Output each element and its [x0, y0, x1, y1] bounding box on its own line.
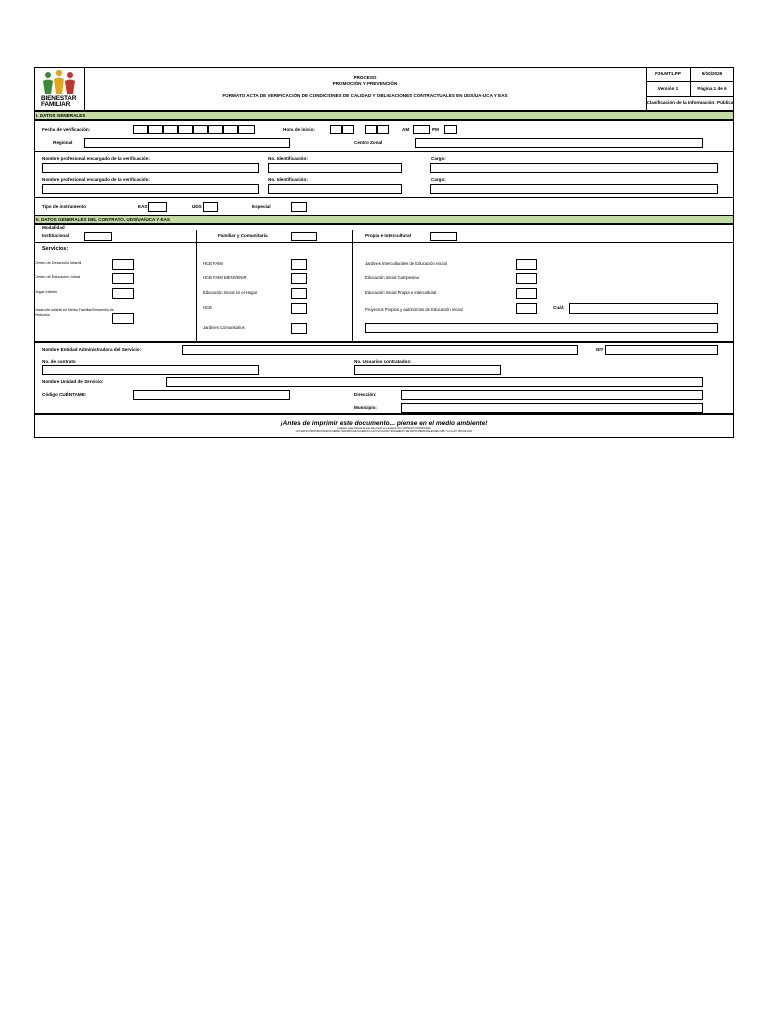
cual-label: Cuál: — [553, 305, 565, 310]
service-jardines-comunitarios-label: Jardines Comunitarios — [203, 325, 245, 330]
entidad-label: Nombre Entidad Administradora del Servicio: — [42, 347, 142, 352]
servicios-label: Servicios: — [42, 246, 69, 252]
form-title: FORMATO ACTA DE VERIFICACIÓN DE CONDICIONES DE CALIDAD Y OBLIGACIONES CONTRACTUALES EN UDS/UA-UCA Y EAS — [222, 93, 508, 98]
fecha-digit-input[interactable] — [148, 125, 163, 134]
header-frame — [34, 67, 734, 111]
service-proyectos-propios-label: Proyectos Propios y autónomos de Educación Inicial — [365, 307, 463, 312]
centro-zonal-input[interactable] — [415, 138, 703, 148]
cargo-label-2: Cargo: — [431, 177, 446, 182]
uds-label: UDS — [192, 204, 202, 209]
id-label-1: No. Identificación: — [268, 156, 308, 161]
service-jardines-interculturales-label: Jardines Interculturales de Educación Inicial — [365, 261, 447, 266]
service-proyectos-propios-input[interactable] — [516, 303, 537, 314]
section-divider — [34, 151, 734, 152]
institucional-checkbox[interactable] — [84, 232, 112, 241]
service-eih-label: Educación Inicial en el Hogar — [203, 290, 258, 295]
cargo-label-1: Cargo: — [431, 156, 446, 161]
section-divider — [34, 197, 734, 198]
id-input-2[interactable] — [268, 184, 402, 194]
service-hi-input[interactable] — [112, 288, 134, 299]
cargo-input-2[interactable] — [430, 184, 718, 194]
profesional-input-2[interactable] — [42, 184, 259, 194]
profesional-label-2: Nombre profesional encargado de la verificación: — [42, 177, 150, 182]
cual-input[interactable] — [569, 303, 718, 314]
especial-label: Especial — [252, 204, 271, 209]
service-dimf-label: Desarrollo Infantil en Medio Familiar/Desarrollo de Reclusión — [34, 308, 114, 317]
section-1-title: I. DATOS GENERALES — [36, 113, 86, 118]
cuentame-label: Código CUÉNTAME: — [42, 392, 87, 397]
contrato-input[interactable] — [42, 365, 259, 375]
hora-input[interactable] — [330, 125, 342, 134]
centro-zonal-label: Centro Zonal — [354, 140, 383, 145]
usuarios-input[interactable] — [354, 365, 501, 375]
logo-people-icon — [38, 70, 80, 96]
section-divider — [34, 242, 734, 243]
id-label-2: No. Identificación: — [268, 177, 308, 182]
fecha-digit-input[interactable] — [208, 125, 223, 134]
fine-print-1: Cualquier copia impresa de este documento se considera como COPIA NO CONTROLADA — [337, 428, 431, 430]
service-cei-input[interactable] — [112, 273, 134, 284]
service-hcb-fami-input[interactable] — [291, 259, 307, 270]
logo — [38, 70, 80, 108]
hora-input[interactable] — [342, 125, 354, 134]
form-page: Página 1 de 6 — [697, 86, 727, 91]
uds-checkbox[interactable] — [203, 202, 218, 212]
header-divider — [646, 96, 734, 97]
service-dimf-input[interactable] — [112, 313, 134, 324]
fine-print-2: LOS DATOS PROPORCIONADOS SERÁN TRATADOS DE ACUERDO A LA POLÍTICA DE TRATAMIENTO DE DATOS PERSONALES DEL ICBF Y A LA LEY 1581 DE 2012 — [295, 431, 473, 433]
cuentame-input[interactable] — [133, 390, 290, 400]
service-campesina-input[interactable] — [516, 273, 537, 284]
section-2-header — [34, 215, 734, 224]
service-propia-intercultural-input[interactable] — [516, 288, 537, 299]
fecha-digit-input[interactable] — [223, 125, 238, 134]
otro-servicio-input[interactable] — [365, 323, 718, 333]
municipio-input[interactable] — [401, 403, 703, 413]
service-hcb-input[interactable] — [291, 303, 307, 314]
service-cdi-input[interactable] — [112, 259, 134, 270]
modalidad-label: Modalidad — [42, 225, 65, 230]
service-hi-label: Hogar Infantil — [34, 290, 57, 294]
fecha-digit-input[interactable] — [133, 125, 148, 134]
service-hcb-fami-bienvenir-label: HCB FAMI BIENVENIR — [203, 275, 247, 280]
fecha-digit-input[interactable] — [238, 125, 255, 134]
id-input-1[interactable] — [268, 163, 402, 173]
service-hcb-fami-bienvenir-input[interactable] — [291, 273, 307, 284]
familiar-label: Familiar y Comunitaria — [218, 233, 268, 238]
pm-label: PM — [432, 127, 439, 132]
column-divider — [196, 230, 197, 342]
familiar-checkbox[interactable] — [291, 232, 317, 241]
regional-label: Regional — [53, 140, 73, 145]
unidad-input[interactable] — [166, 377, 703, 387]
usuarios-label: No. Usuarios contratados: — [354, 359, 412, 364]
logo-text-1: BIENESTAR — [41, 95, 77, 102]
entidad-input[interactable] — [182, 345, 578, 355]
form-version: Versión 1 — [657, 86, 679, 91]
institucional-label: Institucional — [42, 233, 70, 238]
proceso-label: PROCESO — [353, 75, 377, 80]
fecha-label: Fecha de verificación: — [42, 127, 91, 132]
nit-label: NIT — [596, 347, 604, 352]
service-cei-label: Centro de Educación Inicial — [34, 275, 81, 279]
service-cdi-label: Centro de Desarrollo Infantil — [34, 261, 82, 265]
service-jardines-interculturales-input[interactable] — [516, 259, 537, 270]
fecha-digit-input[interactable] — [178, 125, 193, 134]
header-divider — [646, 81, 734, 82]
logo-text-2: FAMILIAR — [41, 101, 71, 108]
fecha-digit-input[interactable] — [193, 125, 208, 134]
unidad-label: Nombre Unidad de Servicio: — [42, 379, 104, 384]
am-checkbox[interactable] — [413, 125, 430, 134]
form-classification: Clasificación de la Información: Pública — [646, 100, 734, 105]
proceso-name: PROMOCIÓN Y PREVENCIÓN — [332, 81, 398, 86]
service-hcb-label: HCB — [203, 305, 212, 310]
hora-label: Hora de inicio: — [283, 127, 315, 132]
propia-checkbox[interactable] — [430, 232, 457, 241]
am-label: AM — [402, 127, 410, 132]
service-eih-input[interactable] — [291, 288, 307, 299]
column-divider — [352, 230, 353, 342]
especial-checkbox[interactable] — [291, 202, 307, 212]
cargo-input-1[interactable] — [430, 163, 718, 173]
eas-checkbox[interactable] — [148, 202, 167, 212]
regional-input[interactable] — [84, 138, 290, 148]
propia-label: Propia e Intercultural — [365, 233, 411, 238]
section-1-header — [34, 111, 734, 120]
eas-label: EAS — [138, 204, 148, 209]
nit-input[interactable] — [605, 345, 718, 355]
minuto-input[interactable] — [365, 125, 377, 134]
profesional-label-1: Nombre profesional encargado de la verificación: — [42, 156, 150, 161]
municipio-label: Municipio: — [354, 405, 377, 410]
contrato-label: No. de contrato — [42, 359, 76, 364]
service-hcb-fami-label: HCB FAMI — [203, 261, 223, 266]
pm-checkbox[interactable] — [444, 125, 457, 134]
form-date: 5/10/2025 — [701, 71, 723, 76]
fecha-digit-input[interactable] — [163, 125, 178, 134]
eco-message: ¡Antes de imprimir este documento... piense en el medio ambiente! — [280, 420, 488, 427]
direccion-label: Dirección: — [354, 392, 377, 397]
tipo-label: Tipo de instrumento — [42, 204, 87, 209]
direccion-input[interactable] — [401, 390, 703, 400]
service-propia-intercultural-label: Educación Inicial Propia e Intercultural — [365, 290, 437, 295]
section-2-title: II. DATOS GENERALES DEL CONTRATO, UDS/UA/UCA Y EAS — [36, 217, 170, 222]
header-divider — [84, 67, 85, 111]
form-code: F25.MT1.PP — [655, 71, 681, 76]
service-campesina-label: Educación Inicial Campesina — [365, 275, 419, 280]
service-jardines-comunitarios-input[interactable] — [291, 323, 307, 334]
profesional-input-1[interactable] — [42, 163, 259, 173]
minuto-input[interactable] — [377, 125, 389, 134]
